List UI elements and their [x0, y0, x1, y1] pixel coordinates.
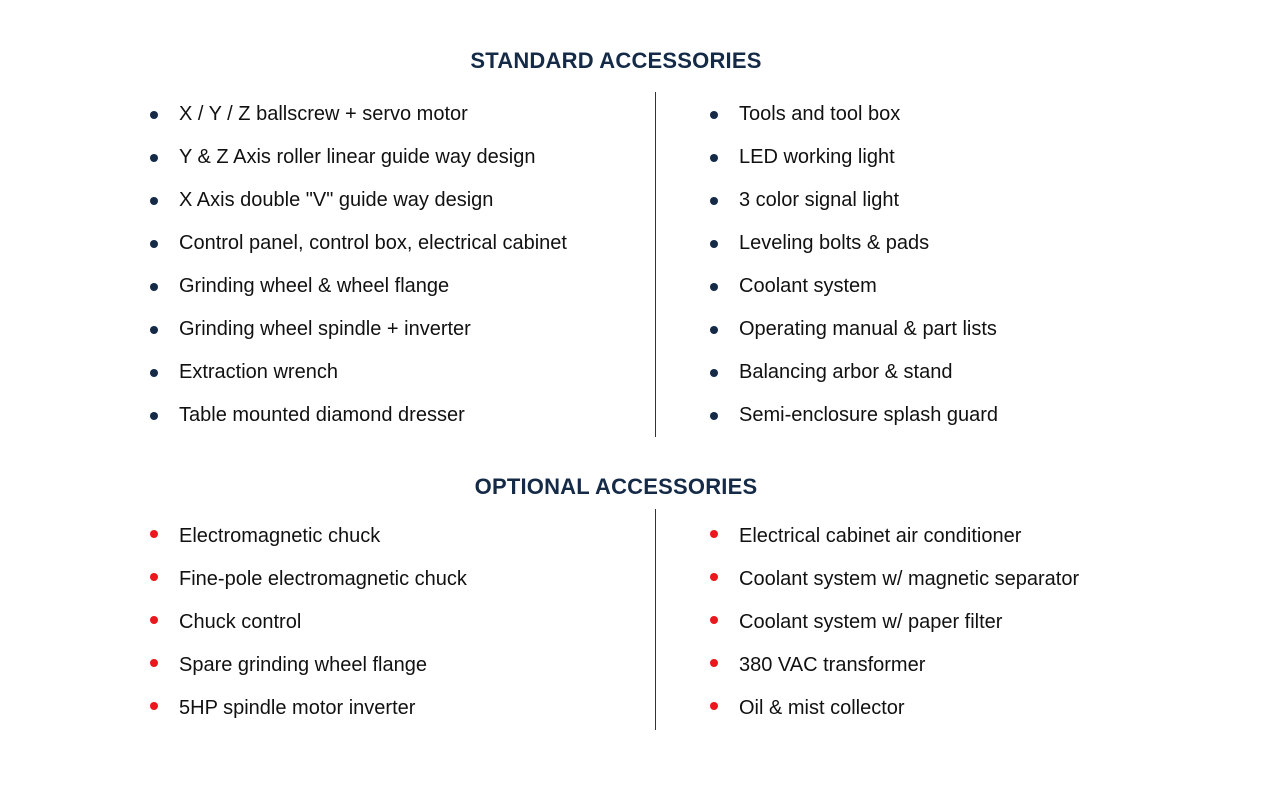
list-item-label: 380 VAC transformer — [739, 654, 926, 676]
list-item — [179, 400, 567, 443]
list-item — [739, 650, 1079, 693]
bullet-icon — [150, 369, 158, 377]
list-item-label: Leveling bolts & pads — [739, 232, 930, 254]
list-item-label: Electromagnetic chuck — [179, 525, 381, 547]
standard-accessories-title: STANDARD ACCESSORIES — [470, 48, 762, 73]
list-item-label: Operating manual & part lists — [739, 318, 997, 340]
bullet-icon — [710, 369, 718, 377]
bullet-icon — [710, 530, 718, 538]
optional-accessories-title: OPTIONAL ACCESSORIES — [474, 474, 758, 499]
list-item-label: 3 color signal light — [739, 189, 900, 211]
list-item — [179, 142, 567, 185]
bullet-icon — [150, 283, 158, 291]
bullet-icon — [710, 659, 718, 667]
list-item-label: Chuck control — [179, 611, 302, 633]
list-item-label: Fine-pole electromagnetic chuck — [179, 568, 467, 590]
list-item-label: Spare grinding wheel flange — [179, 654, 427, 676]
list-item-label: Oil & mist collector — [739, 697, 905, 719]
list-item — [739, 271, 998, 314]
list-item-label: Table mounted diamond dresser — [179, 404, 465, 426]
optional-accessories-left-list — [179, 521, 467, 736]
list-item-label: Balancing arbor & stand — [739, 361, 953, 383]
list-item — [179, 314, 567, 357]
bullet-icon — [710, 154, 718, 162]
standard-accessories-right-list — [739, 99, 998, 443]
bullet-icon — [710, 283, 718, 291]
bullet-icon — [150, 530, 158, 538]
optional-accessories-right-list — [739, 521, 1079, 736]
list-item — [739, 607, 1079, 650]
list-item — [179, 564, 467, 607]
bullet-icon — [710, 240, 718, 248]
list-item — [739, 142, 998, 185]
bullet-icon — [150, 412, 158, 420]
bullet-icon — [150, 197, 158, 205]
standard-column-divider — [655, 92, 656, 437]
list-item — [739, 228, 998, 271]
list-item — [179, 607, 467, 650]
list-item-label: Semi-enclosure splash guard — [739, 404, 999, 426]
list-item — [179, 693, 467, 736]
list-item — [739, 314, 998, 357]
bullet-icon — [710, 412, 718, 420]
list-item-label: 5HP spindle motor inverter — [179, 697, 416, 719]
list-item — [179, 228, 567, 271]
list-item-label: Tools and tool box — [739, 103, 901, 125]
standard-accessories-left-list — [179, 99, 567, 443]
list-item-label: Extraction wrench — [179, 361, 338, 383]
list-item-label: Grinding wheel & wheel flange — [179, 275, 450, 297]
bullet-icon — [710, 702, 718, 710]
bullet-icon — [710, 573, 718, 581]
bullet-icon — [710, 326, 718, 334]
list-item — [739, 400, 998, 443]
list-item — [739, 357, 998, 400]
bullet-icon — [710, 616, 718, 624]
list-item-label: X / Y / Z ballscrew + servo motor — [179, 103, 468, 125]
bullet-icon — [150, 154, 158, 162]
list-item — [179, 271, 567, 314]
list-item — [739, 185, 998, 228]
list-item — [739, 99, 998, 142]
list-item-label: X Axis double "V" guide way design — [179, 189, 494, 211]
list-item — [179, 99, 567, 142]
bullet-icon — [710, 197, 718, 205]
bullet-icon — [150, 326, 158, 334]
bullet-icon — [150, 702, 158, 710]
list-item-label: Control panel, control box, electrical cabinet — [179, 232, 567, 254]
list-item — [739, 564, 1079, 607]
list-item-label: LED working light — [739, 146, 895, 168]
list-item-label: Coolant system w/ magnetic separator — [739, 568, 1080, 590]
list-item — [179, 521, 467, 564]
bullet-icon — [150, 111, 158, 119]
list-item-label: Coolant system — [739, 275, 877, 297]
optional-column-divider — [655, 509, 656, 730]
bullet-icon — [150, 573, 158, 581]
bullet-icon — [150, 659, 158, 667]
bullet-icon — [710, 111, 718, 119]
list-item — [739, 693, 1079, 736]
list-item — [179, 357, 567, 400]
list-item-label: Grinding wheel spindle + inverter — [179, 318, 471, 340]
list-item-label: Electrical cabinet air conditioner — [739, 525, 1022, 547]
list-item — [179, 185, 567, 228]
bullet-icon — [150, 240, 158, 248]
list-item-label: Y & Z Axis roller linear guide way design — [179, 146, 536, 168]
bullet-icon — [150, 616, 158, 624]
list-item — [179, 650, 467, 693]
list-item-label: Coolant system w/ paper filter — [739, 611, 1003, 633]
list-item — [739, 521, 1079, 564]
